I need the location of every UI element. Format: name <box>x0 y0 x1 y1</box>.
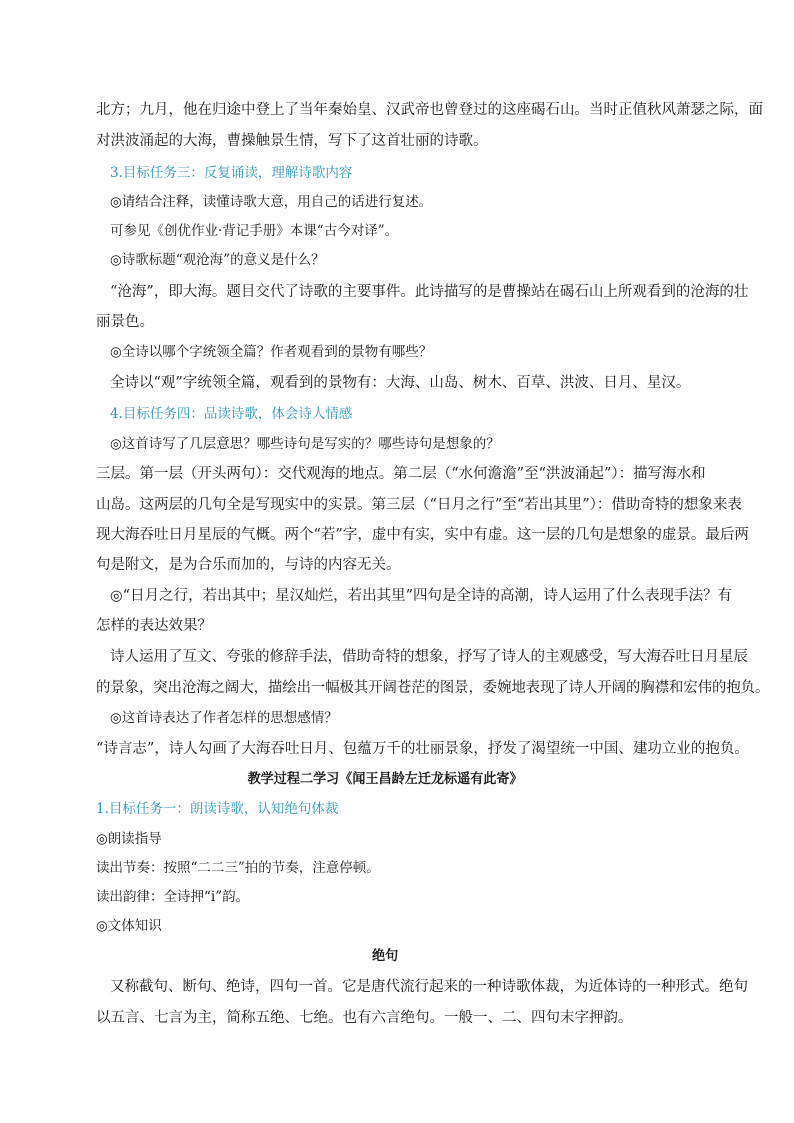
section-heading: 1.目标任务一：朗读诗歌，认知绝句体裁 <box>96 801 339 817</box>
answer-line: 山岛。这两层的几句全是写现实中的实景。第三层（“日月之行”至“若出其里”）：借助奇特的想象来表 <box>96 497 742 513</box>
paragraph-line: 读出节奏：按照“二二三”拍的节奏，注意停顿。 <box>96 860 380 876</box>
answer-line: 现大海吞吐日月星辰的气概。两个“若”字，虚中有实，实中有虚。这一层的几句是想象的虚景。最后两 <box>96 527 749 543</box>
paragraph-line: 北方；九月，他在归途中登上了当年秦始皇、汉武帝也曾登过的这座碣石山。当时正值秋风萧瑟之际，面 <box>96 102 763 118</box>
answer-line: “诗言志”，诗人勾画了大海吞吐日月、包蕴万千的壮丽景象，抒发了渴望统一中国、建功立业的抱负。 <box>96 741 749 757</box>
paragraph-line: 对洪波涌起的大海，曹操触景生情，写下了这首壮丽的诗歌。 <box>96 133 488 149</box>
question-line: ◎“日月之行，若出其中；星汉灿烂，若出其里”四句是全诗的高潮，诗人运用了什么表现手法？有 <box>110 588 732 604</box>
answer-line: 句是附文，是为合乐而加的，与诗的内容无关。 <box>96 557 401 573</box>
subsection-label: ◎文体知识 <box>96 918 162 934</box>
answer-line: 全诗以“观”字统领全篇，观看到的景物有：大海、山岛、树木、百草、洪波、日月、星汉。 <box>110 375 691 391</box>
paragraph-line: 可参见《创优作业·背记手册》本课“古今对译”。 <box>110 223 399 239</box>
question-line: ◎这首诗写了几层意思？哪些诗句是写实的？哪些诗句是想象的？ <box>110 436 500 452</box>
answer-line: 诗人运用了互文、夸张的修辞手法，借助奇特的想象，抒写了诗人的主观感受，写大海吞吐日月星辰 <box>110 649 748 665</box>
question-line: ◎全诗以哪个字统领全篇？作者观看到的景物有哪些？ <box>110 344 433 360</box>
question-line: ◎诗歌标题“观沧海”的意义是什么？ <box>110 252 325 268</box>
paragraph-line: 以五言、七言为主，简称五绝、七绝。也有六言绝句。一般一、二、四句末字押韵。 <box>96 1010 633 1026</box>
paragraph-line: 读出韵律：全诗押“i”韵。 <box>96 889 250 905</box>
answer-line: 丽景色。 <box>96 314 154 330</box>
lesson-heading: 教学过程二学习《闻王昌龄左迁龙标遥有此寄》 <box>247 771 523 787</box>
paragraph-line: 又称截句、断句、绝诗，四句一首。它是唐代流行起来的一种诗歌体裁，为近体诗的一种形式。绝句 <box>110 979 748 995</box>
term-heading: 绝句 <box>371 948 399 964</box>
question-line: ◎请结合注释，读懂诗歌大意，用自己的话进行复述。 <box>110 194 433 210</box>
section-heading: 4.目标任务四：品读诗歌，体会诗人情感 <box>110 406 353 422</box>
answer-line: 的景象，突出沧海之阔大，描绘出一幅极其开阔苍茫的图景，委婉地表现了诗人开阔的胸襟和宏伟的抱负。 <box>96 680 770 696</box>
answer-line: 三层。第一层（开头两句）：交代观海的地点。第二层（“水何澹澹”至“洪波涌起”）：描写海水和 <box>96 466 706 482</box>
question-line: 怎样的表达效果？ <box>96 618 212 634</box>
section-heading: 3.目标任务三：反复诵读，理解诗歌内容 <box>110 165 353 181</box>
answer-line: “沧海”，即大海。题目交代了诗歌的主要事件。此诗描写的是曹操站在碣石山上所观看到的沧海的壮 <box>110 284 749 300</box>
subsection-label: ◎朗读指导 <box>96 831 162 847</box>
question-line: ◎这首诗表达了作者怎样的思想感情？ <box>110 710 338 726</box>
